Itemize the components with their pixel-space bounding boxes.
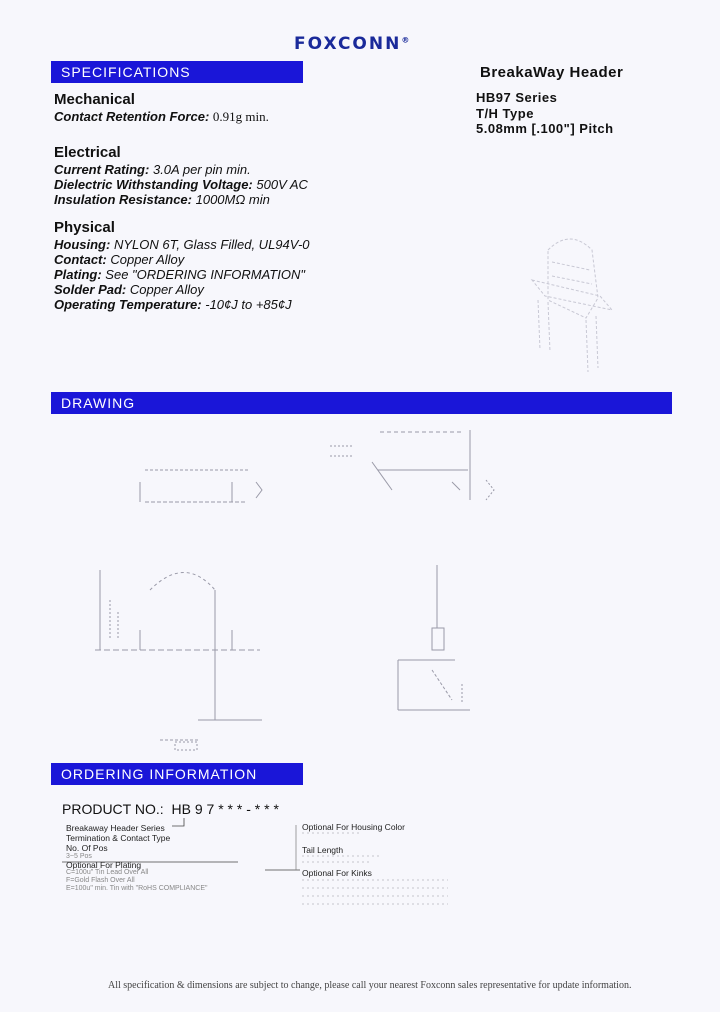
- spec-value: See "ORDERING INFORMATION": [105, 267, 305, 282]
- spec-label: Contact Retention Force:: [54, 109, 210, 124]
- spec-label: Operating Temperature:: [54, 297, 202, 312]
- spec-value: NYLON 6T, Glass Filled, UL94V-0: [113, 237, 310, 252]
- spec-label: Insulation Resistance:: [54, 192, 192, 207]
- spec-value: Copper Alloy: [129, 282, 204, 297]
- label-series: Breakaway Header Series: [66, 823, 165, 833]
- product-title: BreakaWay Header: [480, 64, 624, 81]
- spec-label: Housing:: [54, 237, 111, 252]
- spec-value: 0.91g min.: [212, 109, 269, 124]
- label-kinks: Optional For Kinks: [302, 868, 372, 878]
- label-plating-2: F=Gold Flash Over All: [66, 877, 135, 884]
- spec-label: Contact:: [54, 252, 107, 267]
- label-plating-3: E=100u" min. Tin with "RoHS COMPLIANCE": [66, 885, 208, 892]
- label-plating-title: Optional For Plating: [66, 860, 142, 870]
- spec-label: Dielectric Withstanding Voltage:: [54, 177, 253, 192]
- label-no-of-pos: No. Of Pos: [66, 843, 108, 853]
- product-pitch: 5.08mm [.100"] Pitch: [476, 121, 614, 136]
- registered-mark: ®: [401, 35, 410, 45]
- product-series: HB97 Series: [476, 90, 558, 105]
- spec-label: Current Rating:: [54, 162, 150, 177]
- spec-value: 500V AC: [256, 177, 308, 192]
- label-termination: Termination & Contact Type: [66, 833, 171, 843]
- label-pos-range: 3~5 Pos: [66, 853, 92, 860]
- spec-value: Copper Alloy: [110, 252, 185, 267]
- spec-value: 3.0A per pin min.: [152, 162, 251, 177]
- label-plating-1: C=100u" Tin Lead Over All: [66, 869, 149, 876]
- drawing-bar-label: DRAWING: [61, 395, 136, 411]
- mechanical-title: Mechanical: [54, 91, 135, 108]
- specifications-bar-label: SPECIFICATIONS: [61, 64, 191, 80]
- electrical-title: Electrical: [54, 144, 121, 161]
- logo-text: FOXCONN: [294, 34, 402, 54]
- spec-value: -10¢J to +85¢J: [205, 297, 292, 312]
- spec-label: Plating:: [54, 267, 102, 282]
- spec-label: Solder Pad:: [54, 282, 127, 297]
- label-tail-length: Tail Length: [302, 845, 344, 855]
- label-housing-color: Optional For Housing Color: [302, 822, 405, 832]
- product-no-label: PRODUCT NO.:: [62, 801, 164, 817]
- physical-title: Physical: [54, 219, 115, 236]
- product-type: T/H Type: [476, 106, 534, 121]
- footer-disclaimer: All specification & dimensions are subject to change, please call your nearest Foxconn sales representative for update information.: [108, 980, 632, 991]
- product-no-code: HB 9 7 * * * - * * *: [171, 801, 279, 817]
- spec-value: 1000MΩ min: [195, 192, 270, 207]
- ordering-bar-label: ORDERING INFORMATION: [61, 766, 258, 782]
